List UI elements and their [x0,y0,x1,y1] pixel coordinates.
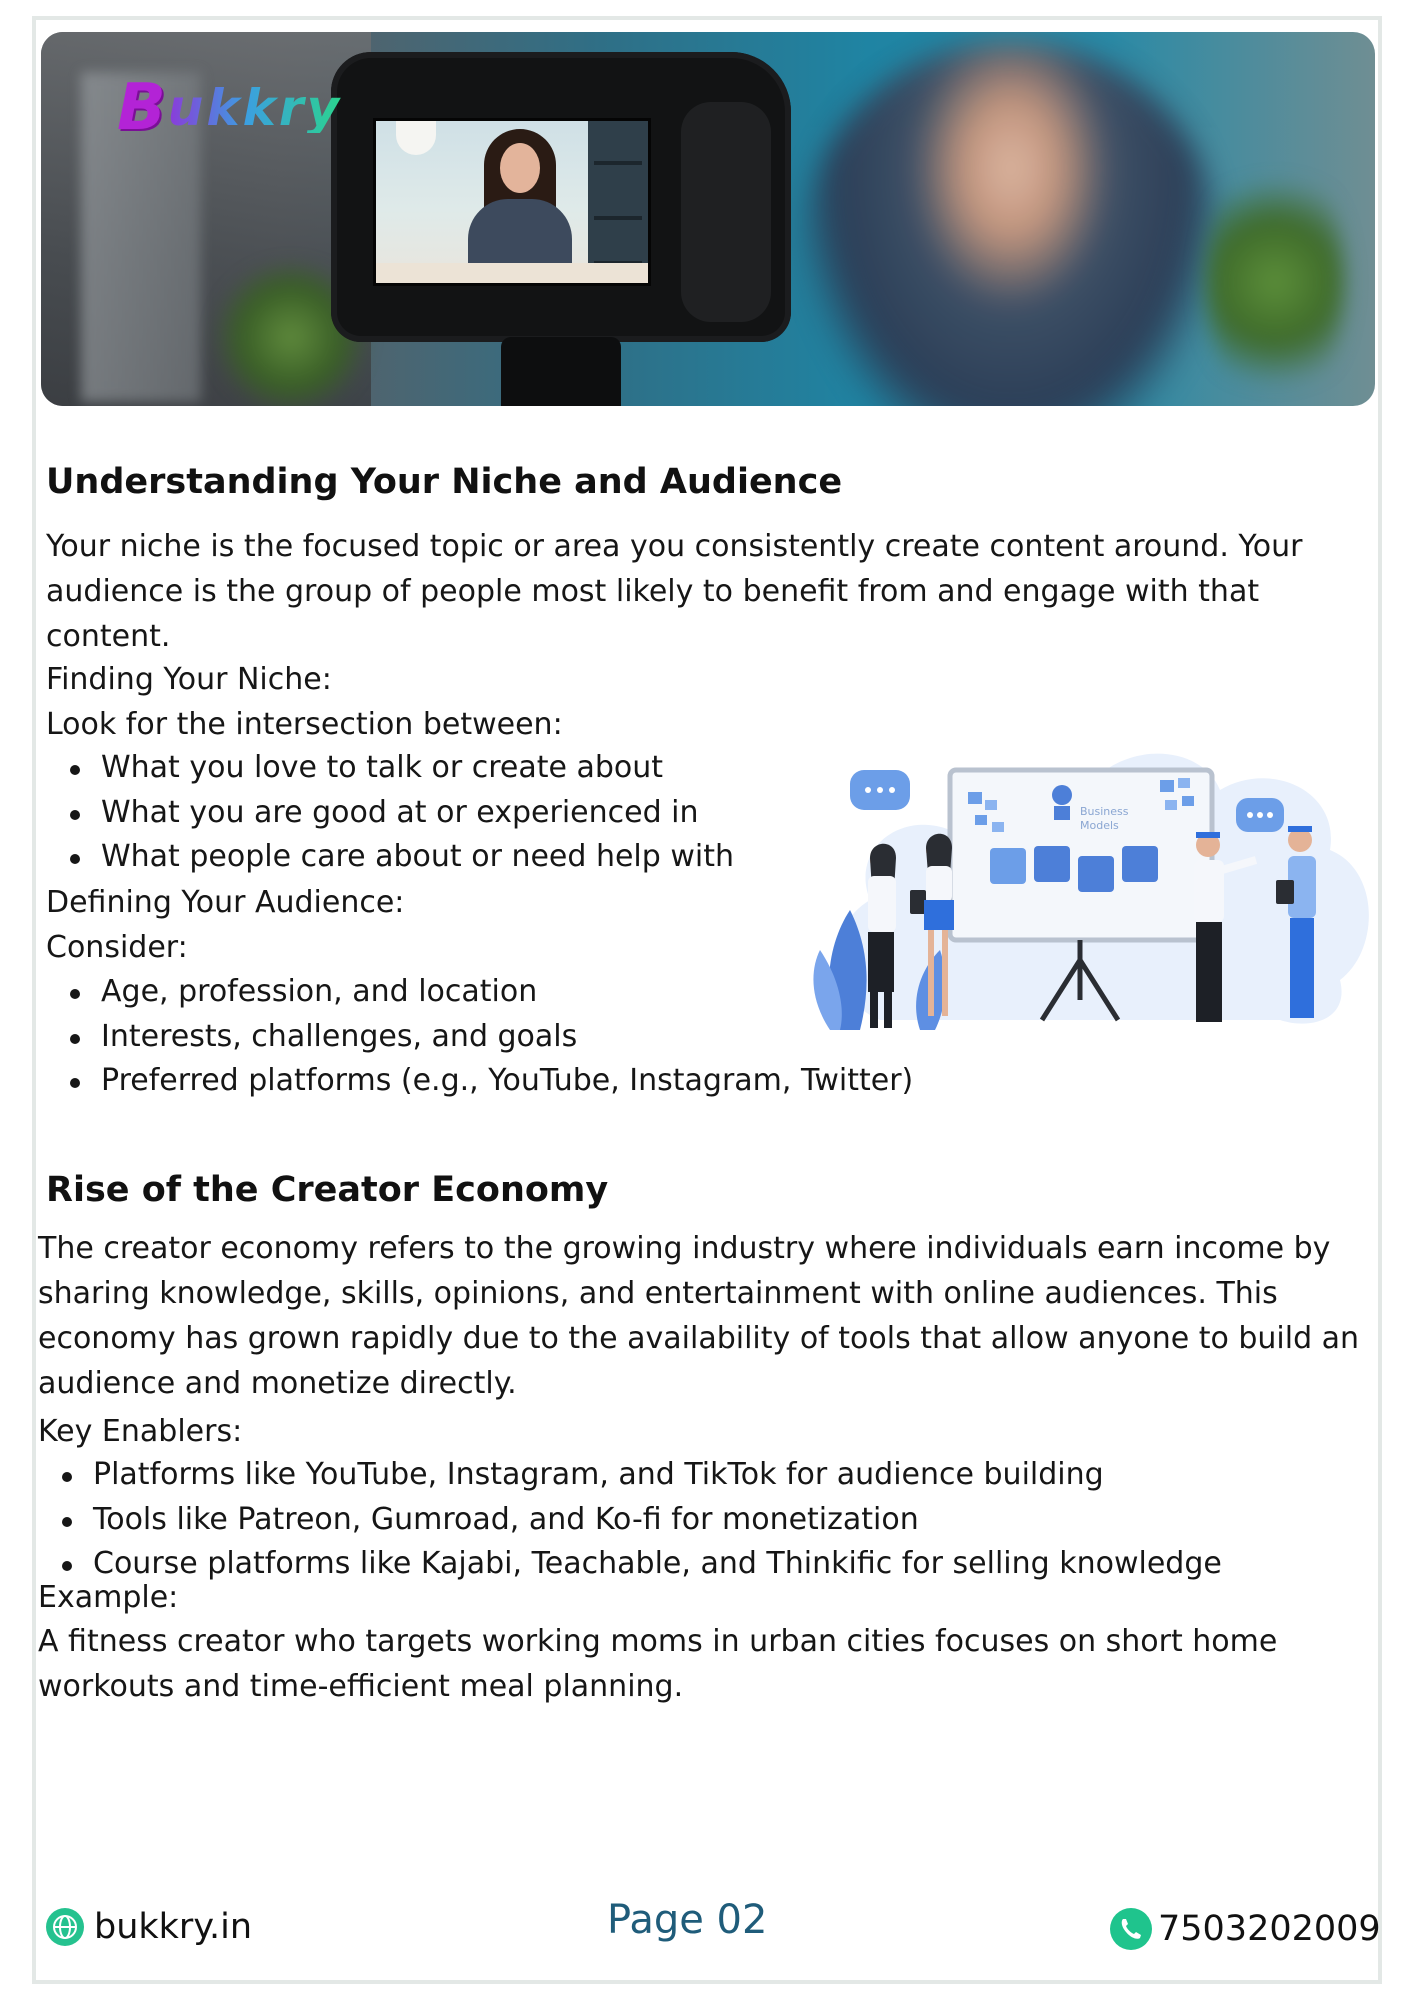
example-text: A fitness creator who targets working moms in urban cities focuses on short home workouts and time-efficient meal planning. [38,1624,1278,1704]
section2-intro: The creator economy refers to the growing industry where individuals earn income by sharing knowledge, skills, opinions, and entertainment with online audiences. This economy has grown rapidly due to the availability of tools that allow anyone to build an audience and monetize directly. [38,1231,1360,1401]
lamp [396,121,436,155]
hero-blurred-person [801,42,1221,406]
business-presentation-illustration [810,700,1380,1040]
list-item: Interests, challenges, and goals [46,1015,913,1060]
list-item: Tools like Patreon, Gumroad, and Ko-fi for monetization [38,1498,1222,1543]
list-item: Age, profession, and location [46,970,913,1015]
page-number: Page 02 [607,1897,768,1943]
finding-niche-lead: Look for the intersection between: [46,707,563,742]
board-title-line1: Business [1080,805,1129,818]
defining-audience-label: Defining Your Audience: [46,885,405,920]
finding-niche-label: Finding Your Niche: [46,662,332,697]
section2-title: Rise of the Creator Economy [46,1170,609,1210]
brand-logo [117,71,343,145]
key-enablers-label: Key Enablers: [38,1414,243,1449]
camera [331,52,791,342]
example-label: Example: [38,1580,179,1615]
hero-image [41,32,1375,406]
hero-plant [1205,152,1345,406]
key-enablers-list [38,1453,1222,1587]
list-item: What you love to talk or create about [46,746,734,791]
list-item: What you are good at or experienced in [46,791,734,836]
logo-initial: B [117,71,166,145]
list-item: What people care about or need help with [46,835,734,880]
camera-stand [501,337,621,406]
finding-niche-list [46,746,734,880]
camera-screen [373,118,651,286]
phone-icon [1110,1908,1152,1950]
list-item: Preferred platforms (e.g., YouTube, Instagram, Twitter) [46,1059,913,1104]
footer-phone[interactable] [1110,1908,1381,1950]
camera-grip [681,102,771,322]
shelf [588,121,648,283]
footer-website[interactable] [46,1908,252,1946]
defining-audience-list [46,970,913,1104]
list-item: Course platforms like Kajabi, Teachable, and Thinkific for selling knowledge [38,1542,1222,1587]
table [376,263,648,283]
phone-number[interactable]: 7503202009 [1158,1908,1381,1949]
website-link[interactable]: bukkry.in [94,1906,253,1947]
globe-icon [46,1908,84,1946]
logo-text: ukkry [167,79,343,137]
section1-intro: Your niche is the focused topic or area you consistently create content around. Your audience is the group of people most likely to benefit from and engage with that content. [46,529,1303,654]
section1-title: Understanding Your Niche and Audience [46,462,843,502]
defining-audience-lead: Consider: [46,930,188,965]
vlogger-face [500,143,540,193]
list-item: Platforms like YouTube, Instagram, and TikTok for audience building [38,1453,1222,1498]
board-title-line2: Models [1080,819,1119,832]
